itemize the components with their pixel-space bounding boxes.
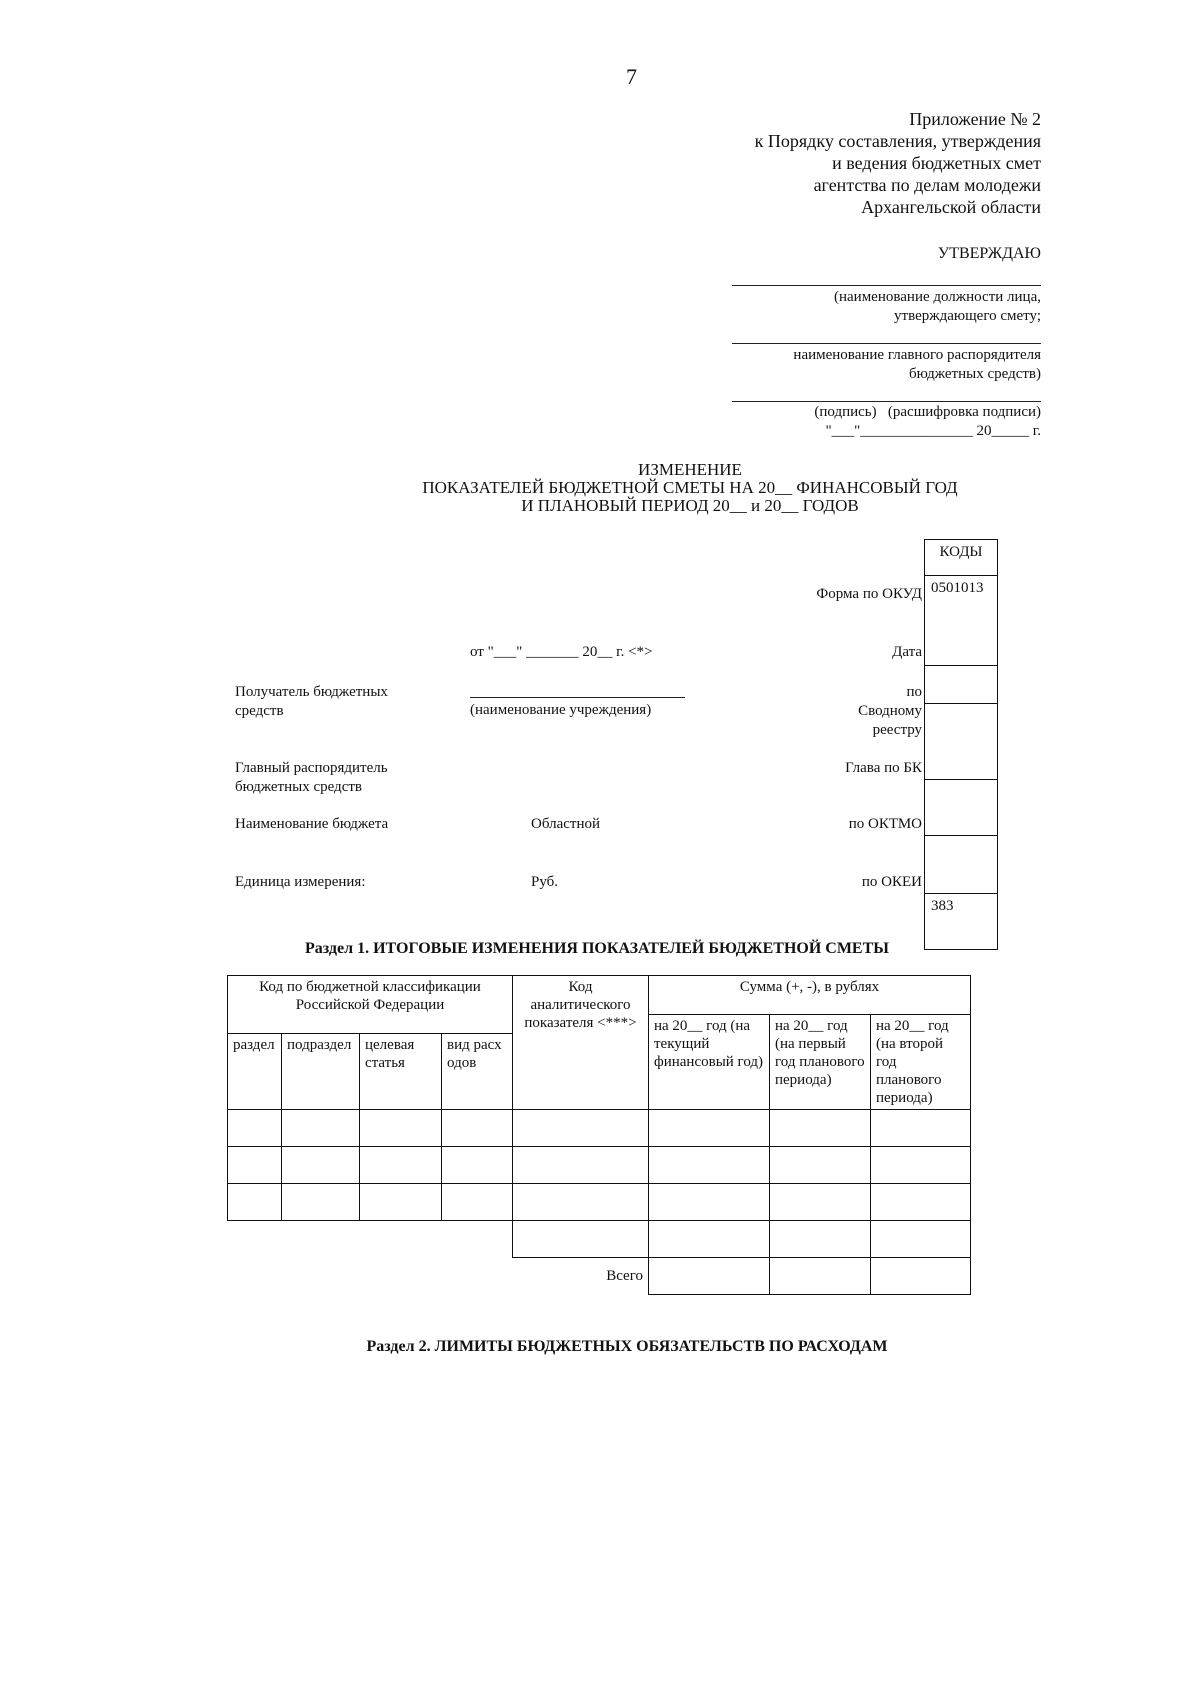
year-current-header: на 20__ год (на текущий финансовый год) xyxy=(649,1015,770,1110)
title-line: ПОКАЗАТЕЛЕЙ БЮДЖЕТНОЙ СМЕТЫ НА 20__ ФИНАНСОВЫЙ ГОД xyxy=(422,478,958,497)
table-cell xyxy=(228,1147,282,1184)
table-cell xyxy=(871,1110,971,1147)
recipient-label: Получатель бюджетных средств xyxy=(235,684,388,719)
subsection-header: подраздел xyxy=(282,1034,360,1110)
recipient-line xyxy=(470,697,685,698)
section2-title: Раздел 2. ЛИМИТЫ БЮДЖЕТНЫХ ОБЯЗАТЕЛЬСТВ ПО РАСХОДАМ xyxy=(366,1338,888,1355)
table-cell xyxy=(513,1184,649,1221)
budget-code-header: Код по бюджетной классификации Российской Федерации xyxy=(228,976,513,1034)
manager-label: Главный распорядитель бюджетных средств xyxy=(235,760,388,795)
table-cell xyxy=(513,1147,649,1184)
approve-heading: УТВЕРЖДАЮ xyxy=(937,245,1041,262)
table-cell xyxy=(770,1147,871,1184)
recipient-hint: (наименование учреждения) xyxy=(470,702,652,718)
okei-code-cell: 383 xyxy=(925,894,998,950)
table-cell xyxy=(442,1184,513,1221)
target-article-header: целевая статья xyxy=(360,1034,442,1110)
table-cell xyxy=(442,1147,513,1184)
analytic-code-header: Код аналитического показателя <***> xyxy=(513,976,649,1110)
position-hint xyxy=(641,288,1041,326)
date-from: от "___" _______ 20__ г. <*> xyxy=(470,644,653,660)
form-code-cell: 0501013 xyxy=(925,576,998,666)
appendix-block xyxy=(521,108,1041,218)
position-hint-line: утверждающего смету; xyxy=(894,308,1041,324)
table-cell xyxy=(871,1147,971,1184)
year-second-header: на 20__ год (на второй год планового периода) xyxy=(871,1015,971,1110)
oktmo-code-cell xyxy=(925,836,998,894)
section1-title: Раздел 1. ИТОГОВЫЕ ИЗМЕНЕНИЯ ПОКАЗАТЕЛЕЙ БЮДЖЕТНОЙ СМЕТЫ xyxy=(305,940,889,957)
position-hint-line: (наименование должности лица, xyxy=(833,289,1041,305)
table-blank xyxy=(228,1221,513,1258)
table-cell xyxy=(649,1110,770,1147)
table-cell xyxy=(228,1184,282,1221)
unit-label: Единица измерения: xyxy=(235,874,366,890)
approval-date: "___"_______________ 20_____ г. xyxy=(825,423,1041,439)
registry-label: по Сводному реестру xyxy=(858,684,922,738)
date-label: Дата xyxy=(892,644,922,660)
table-cell xyxy=(649,1221,770,1258)
table-cell xyxy=(282,1147,360,1184)
table-cell xyxy=(513,1110,649,1147)
table-cell xyxy=(360,1184,442,1221)
manager-hint-line: бюджетных средств) xyxy=(909,366,1041,382)
table-blank xyxy=(228,1258,513,1295)
title-line: ИЗМЕНЕНИЕ xyxy=(638,460,742,479)
sum-header: Сумма (+, -), в рублях xyxy=(649,976,971,1015)
table-cell xyxy=(770,1184,871,1221)
table-cell xyxy=(770,1221,871,1258)
table-row xyxy=(228,1147,971,1184)
registry-code-cell xyxy=(925,704,998,780)
table-row xyxy=(228,1184,971,1221)
appendix-line: агентства по делам молодежи xyxy=(813,175,1041,195)
table-cell xyxy=(649,1147,770,1184)
date-code-cell xyxy=(925,666,998,704)
manager-line xyxy=(732,343,1041,344)
codes-table xyxy=(924,539,998,950)
table-cell xyxy=(770,1258,871,1295)
table-cell xyxy=(649,1258,770,1295)
table-cell xyxy=(360,1147,442,1184)
year-first-header: на 20__ год (на первый год планового периода) xyxy=(770,1015,871,1110)
total-label: Всего xyxy=(606,1268,643,1285)
appendix-line: к Порядку составления, утверждения xyxy=(754,131,1041,151)
expense-type-header: вид расходов xyxy=(442,1034,513,1110)
manager-hint-line: наименование главного распорядителя xyxy=(793,347,1041,363)
oktmo-label: по ОКТМО xyxy=(848,816,922,832)
appendix-line: Архангельской области xyxy=(861,197,1041,217)
okei-label: по ОКЕИ xyxy=(861,874,922,890)
budget-name-label: Наименование бюджета xyxy=(235,816,389,832)
table-cell xyxy=(871,1221,971,1258)
position-line xyxy=(732,285,1041,286)
appendix-line: и ведения бюджетных смет xyxy=(832,153,1041,173)
page-number: 7 xyxy=(626,64,637,89)
table-cell xyxy=(871,1184,971,1221)
chapter-code-cell xyxy=(925,780,998,836)
title-line: И ПЛАНОВЫЙ ПЕРИОД 20__ и 20__ ГОДОВ xyxy=(521,496,859,515)
codes-header: КОДЫ xyxy=(925,540,998,576)
table-cell xyxy=(649,1184,770,1221)
appendix-line: Приложение № 2 xyxy=(909,109,1041,129)
form-okud-label: Форма по ОКУД xyxy=(816,586,922,602)
total-row xyxy=(228,1258,971,1295)
table-cell xyxy=(442,1110,513,1147)
table-cell xyxy=(871,1258,971,1295)
table-cell xyxy=(228,1110,282,1147)
table-cell xyxy=(360,1110,442,1147)
document-title xyxy=(300,461,1080,515)
chapter-bk-label: Глава по БК xyxy=(845,760,922,776)
table-header-row xyxy=(228,976,971,1015)
table-cell xyxy=(770,1110,871,1147)
table-cell xyxy=(282,1184,360,1221)
table-cell xyxy=(282,1110,360,1147)
table-cell xyxy=(513,1221,649,1258)
signature-hint: (подпись) (расшифровка подписи) xyxy=(814,404,1041,420)
table-row xyxy=(228,1221,971,1258)
table-row xyxy=(228,1110,971,1147)
section-header: раздел xyxy=(228,1034,282,1110)
signature-line xyxy=(732,401,1041,402)
unit-value: Руб. xyxy=(531,874,559,890)
manager-hint xyxy=(641,346,1041,384)
budget-name-value: Областной xyxy=(531,816,601,832)
section1-table xyxy=(227,975,971,1295)
